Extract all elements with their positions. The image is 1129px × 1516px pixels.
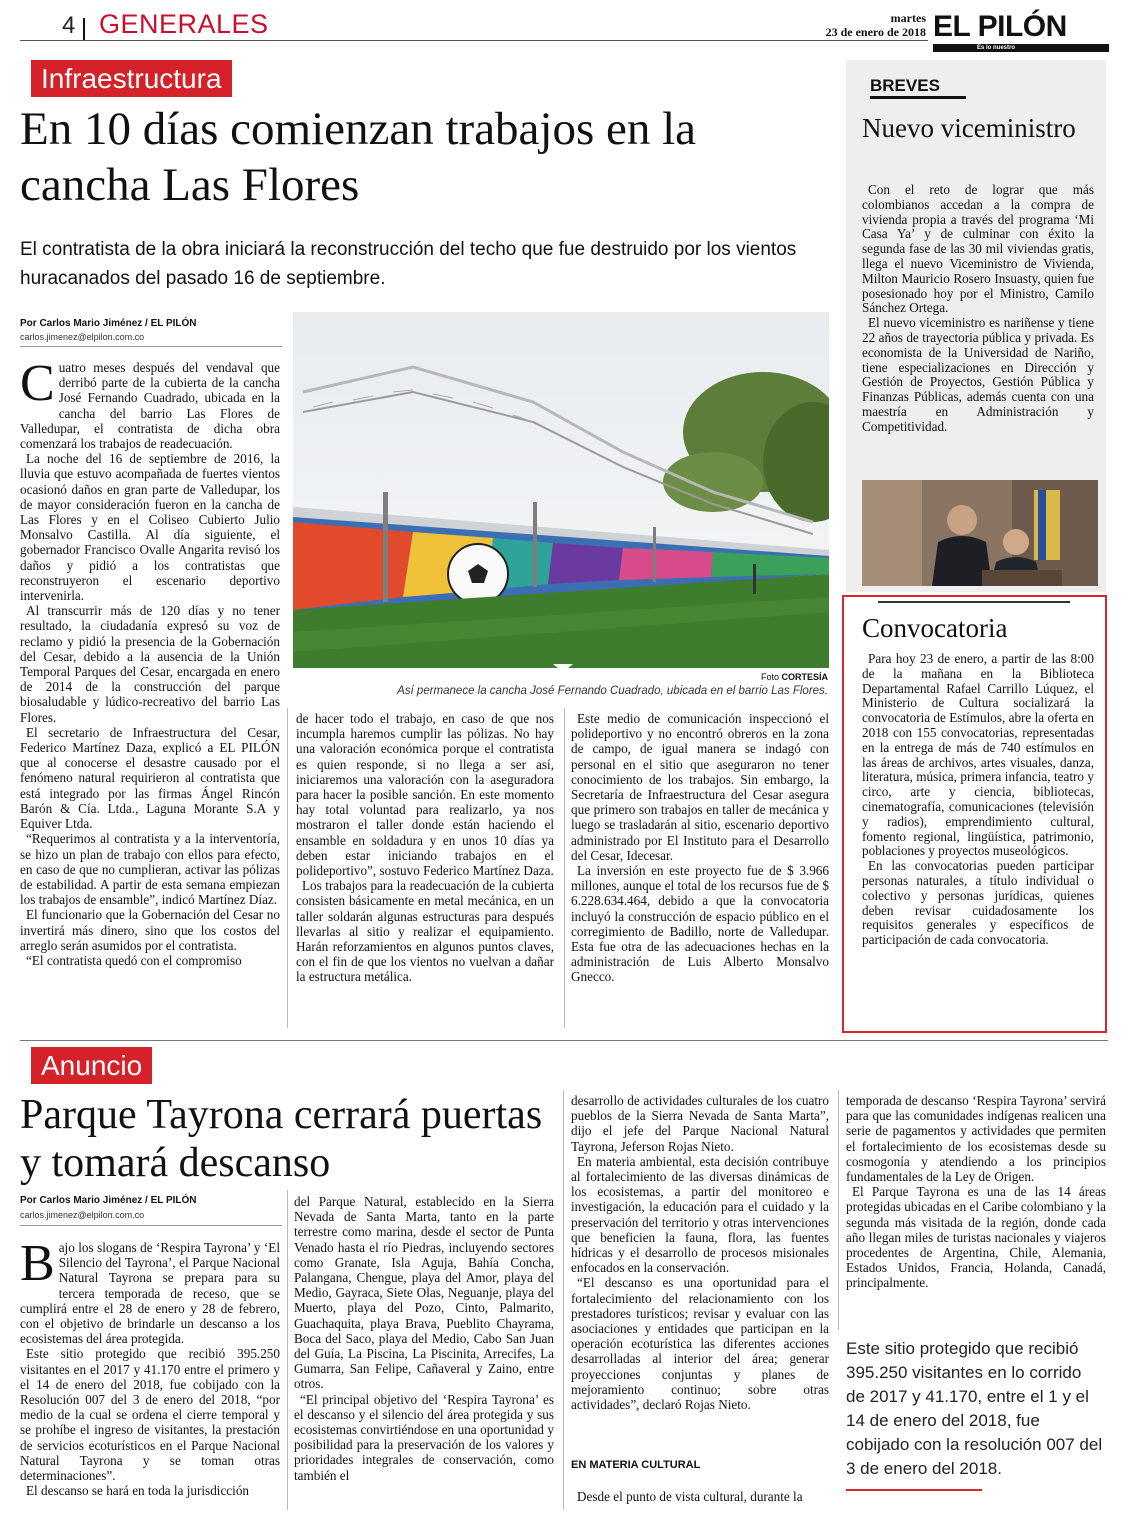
article1-column-1 [20,355,280,968]
paragraph: Este sitio protegido que recibió 395.250 visitantes en el 2017 y 41.170 entre el primero y el 14 de enero del 2018, fue cobijado con la Resolución 007 del 3 de enero del 2018, “por medio de la cual se ordena el cierre temporal y se prohíbe el ingreso de visitantes, la prestación de servicios ecoturísticos en el Parque Nacional Natural Tayrona y se toman otras determinaciones”. [20,1346,280,1484]
paragraph: En materia ambiental, esta decisión contribuye al fortalecimiento de las diversas dinámicas de los ecosistemas, a partir del monitoreo e investigación, la educación para el cuidado y la preservación del territorio y otras intervenciones que beneficien la fauna, flora, las fuentes hídricas y el desarrollo de procesos misionales enfocados en la conservación. [571,1153,829,1276]
paragraph: “Requerimos al contratista y a la interventoría, se hizo un plan de trabajo con ellos para efecto, en caso de que no cumplieran, activar las pólizas de estabilidad. A partir de esta semana empiezan los trabajos de ensamble”, indicó Martínez Díaz. [20,831,280,908]
article1-dropcap: C [20,355,55,412]
paragraph: La inversión en este proyecto fue de $ 3.966 millones, aunque el total de los recursos fue de $ 6.228.634.464, debido a que la convocatoria incluyó la construcción de espacio público en el corregimiento de Badillo, norte de Valledupar. Esta fue otra de las adecuaciones hechas en la administración de Luis Alberto Monsalvo Gnecco. [571,863,829,985]
article1-headline: En 10 días comienzan trabajos en la cancha Las Flores [20,103,697,211]
paragraph: En las convocatorias pueden participar personas naturales, a título individual o colectivo y personas jurídicas, quienes deben revisar cuidadosamente los requisitos generales y específicos de participación de cada convocatoria. [862,858,1094,948]
article2-column-4 [846,1093,1106,1291]
brief-title-viceministro: Nuevo viceministro [862,113,1076,143]
article2-email: carlos.jimenez@elpilon.com.co [20,1210,145,1220]
section-title: GENERALES [99,9,269,39]
article1-deck: El contratista de la obra iniciará la reconstrucción del techo que fue destruido por los vientos huracanados del pasado 16 de septiembre. [20,239,797,289]
byline-rule [20,346,282,347]
brief-title-convocatoria: Convocatoria [862,613,1008,643]
issue-day: martes [890,11,926,25]
paragraph: Los trabajos para la readecuación de la cubierta consisten básicamente en metal mecánica, en un taller soldarán algunas estructuras para después llevarlas al sitio y realizar el equipamiento. Harán reforzamientos en algunos puntos claves, con el fin de que los vientos no vuelvan a dañar la estructura metálica. [296,878,554,985]
paragraph: Para hoy 23 de enero, a partir de las 8:00 de la mañana en la Biblioteca Departamental Rafael Carrillo Lúquez, el Ministerio de Cultura socializará la convocatoria de Estímulos, abre la oferta en 2018 con 155 convocatorias, representadas en la entrega de más de 740 estímulos en las áreas de archivos, artes visuales, danza, literatura, música, primera infancia, teatro y circo, arte y ciencia, bibliotecas, cinematografía, comunicaciones (televisión y radios), emprendimiento cultural, fomento regional, lingüística, patrimonio, poblaciones y proyectos museológicos. [862,651,1094,859]
article2-byline: Por Carlos Mario Jiménez / EL PILÓN [20,1195,197,1206]
paragraph: uatro meses después del vendaval que derribó parte de la cubierta de la cancha José Fernando Cuadrado, ubicada en la cancha del barrio Las Flores de Valledupar, el contratista de dicha obra comenzará los trabajos de readecuación. [20,360,280,452]
issue-date: 23 de enero de 2018 [825,25,926,39]
pullquote-underline [846,1489,982,1491]
article1-column-2 [296,711,554,985]
article2-headline: Parque Tayrona cerrará puertas y tomará descanso [20,1092,543,1186]
newspaper-logo: EL PILÓN [933,10,1067,43]
paragraph: de hacer todo el trabajo, en caso de que nos incumpla haremos cumplir las pólizas. No hay una valoración económica porque el contratista es quien responde, si no llega a ser así, iniciaremos una valoración con la aseguradora para hacer la posible sanción. En este momento hay total voluntad para realizarlo, ya nos mostraron el taller donde están haciendo el ensamble en soldadura y en unos 10 días ya deben estar iniciando trabajos en el polideportivo”, sostuvo Federico Martínez Daza. [296,711,554,879]
paragraph: Al transcurrir más de 120 días y no tener resultado, la ciudadanía expresó su voz de reclamo y pidió la presencia de la Gobernación del Cesar, debido a la ausencia de la Unión Temporal Parques del Cesar, encargada en enero de 2014 de la construcción del parque biosaludable y lúdico-recreativo del barrio Las Flores. [20,603,280,725]
article1-email: carlos.jimenez@elpilon.com.co [20,332,145,342]
paragraph: El descanso se hará en toda la jurisdicción [26,1483,250,1499]
paragraph: “El contratista quedó con el compromiso [26,952,242,968]
photo-credit [760,672,828,682]
article2-pullquote: Este sitio protegido que recibió 395.250 visitantes en lo corrido de 2017 y 41.170, entre el 1 y el 14 de enero del 2018, fue cobijado con la resolución 007 del 3 de enero del 2018. [846,1339,1103,1478]
paragraph: ajo los slogans de ‘Respira Tayrona’ y ‘El Silencio del Tayrona’, el Parque Nacional Natural Tayrona se prepara para su tercera temporada de receso, que se cumplirá entre el 28 de enero y 28 de febrero, con el objetivo de brindarle un descanso a los ecosistemas del área protegida. [20,1240,280,1347]
breves-label: BREVES [870,76,940,95]
column-divider [563,1090,564,1510]
logo-slogan: Es lo nuestro [977,45,1016,51]
breves-underline [870,96,966,99]
article2-subhead: EN MATERIA CULTURAL [571,1459,701,1471]
photo-caption: Así permanece la cancha José Fernando Cuadrado, ubicada en el barrio Las Flores. [397,685,828,697]
article2-column-3-tail [571,1489,829,1504]
paragraph: La noche del 16 de septiembre de 2016, la lluvia que estuvo acompañada de fuertes vientos ocasionó daños en gran parte de Valledupar, los de mayor consideración fueron en la cancha de Las Flores y en el Coliseo Cubierto Julio Monsalvo Castilla. Al día siguiente, el gobernador Francisco Ovalle Angarita revisó los daños y pidió a los contratistas que reconstruyeron el escenario deportivo intervenirla. [20,451,280,604]
paragraph: desarrollo de actividades culturales de los cuatro pueblos de la Sierra Nevada de Santa Marta”, dijo el jefe del Parque Nacional Natural Tayrona, Jeferson Rojas Nieto. [571,1093,829,1154]
article-separator [20,1040,1108,1041]
paragraph: El funcionario que la Gobernación del Cesar no invertirá más dinero, sino que los costos del arreglo serán asumidos por el contratista. [20,907,280,953]
paragraph: Este medio de comunicación inspeccionó el polideportivo y no encontró obreros en la zona de campo, de igual manera se indagó con personal en el sitio que aseguraron no tener conocimiento de los trabajos. Sin embargo, la Secretaría de Infraestructura del Cesar asegura que primero son trabajos en taller de mecánica y luego se trasladarán al sitio, escenario deportivo administrado por El Instituto para el Desarrollo del Cesar, Idecesar. [571,711,829,863]
photo-credit-value: CORTESÍA [781,672,828,682]
article1-byline: Por Carlos Mario Jiménez / EL PILÓN [20,318,197,329]
stadium-photo [293,312,829,668]
article1-column-3 [571,711,829,985]
paragraph: “El descanso es una oportunidad para el fortalecimiento del relacionamiento con los prestadores turísticos; revisar y evaluar con las asociaciones y entidades que participan en la operación ecoturística las diferentes acciones desarrolladas al interior del área; generar proyecciones conjuntas y planes de mejoramiento continuo; sobre otras actividades”, declaró Rojas Nieto. [571,1275,829,1413]
article2-kicker: Anuncio [31,1047,152,1084]
paragraph: El secretario de Infraestructura del Cesar, Federico Martínez Daza, explicó a EL PILÓN que al conocerse el desastre causado por el fenómeno natural requirieron al contratista que está integrado por las firmas Ángel Rincón Barón & Cía. Ltda., Laguna Morante S.A y Equiver Ltda. [20,724,280,832]
column-divider [287,1190,288,1510]
article1-kicker: Infraestructura [31,60,232,97]
byline-rule [20,1225,282,1226]
page-number-divider [83,18,85,40]
article2-dropcap: B [20,1235,55,1292]
header-rule [20,40,928,41]
paragraph: temporada de descanso ‘Respira Tayrona’ servirá para que las comunidades indígenas realicen una serie de pagamentos y actividades que permiten el fortalecimiento de los ecosistemas desde su cosmogonía y atendiendo a los principios fundamentales de la Ley de Origen. [846,1093,1106,1185]
paragraph: El Parque Tayrona es una de las 14 áreas protegidas ubicadas en el Caribe colombiano y la segunda más visitada de la región, donde cada año llegan miles de turistas nacionales y viajeros procedentes de Argentina, Chile, Alemania, Estados Unidos, Francia, Holanda, Canadá, principalmente. [846,1184,1106,1291]
photo-notch [553,664,573,672]
article2-column-3 [571,1093,829,1412]
page-number: 4 [62,12,76,39]
paragraph: Desde el punto de vista cultural, durante la [577,1489,803,1504]
photo-credit-label: Foto [760,672,779,682]
article2-column-2 [294,1194,554,1483]
brief-body-convocatoria [862,652,1094,948]
paragraph: del Parque Natural, establecido en la Sierra Nevada de Santa Marta, tanto en la parte terrestre como marina, desde el sector de Punta Venado hasta el río Piedras, incluyendo sectores como Granate, Isla Aguja, Bahía Concha, Palangana, Chengue, playa del Amor, playa del Medio, Gayraca, Siete Olas, Neguanje, playa del Muerto, playa del Pozo, Cinto, Palmarito, Guachaquita, playa Brava, Pueblito Chayrama, Boca del Saco, playa del Medio, Cabo San Juan del Guía, La Piscina, La Piscinita, Arrecifes, La Gumarra, San Felipe, Cañaveral y Zaino, entre otros. [294,1194,554,1392]
column-divider [287,708,288,1028]
paragraph: Con el reto de lograr que más colombianos accedan a la compra de vivienda propia a través del programa ‘Mi Casa Ya’ y de culminar con éxito la segunda fase de las 30 mil viviendas gratis, llega el nuevo Viceministro de Vivienda, Milton Mauricio Rosero Insuasty, quien fue posesionado hoy por el Ministro, Camilo Sánchez Ortega. [862,182,1094,316]
viceminister-photo [862,480,1098,586]
article2-column-1 [20,1235,280,1499]
brief-body-viceministro [862,183,1094,435]
paragraph: “El principal objetivo del ‘Respira Tayrona’ es el descanso y el silencio del área protegida y sus ecosistemas convirtiéndose en una oportunidad y posibilidad para la preservación de los valores y prioridades integrales de conservación, como también el [294,1391,554,1483]
paragraph: El nuevo viceministro es nariñense y tiene 22 años de trayectoria pública y privada. Es economista de la Universidad de Nariño, tiene especializaciones en Dirección y Gestión de Proyectos, Gestión Pública y Finanzas Públicas, además cuenta con una maestría en Administración y Competitividad. [862,315,1094,434]
column-divider [564,708,565,1028]
column-divider [838,1090,839,1330]
